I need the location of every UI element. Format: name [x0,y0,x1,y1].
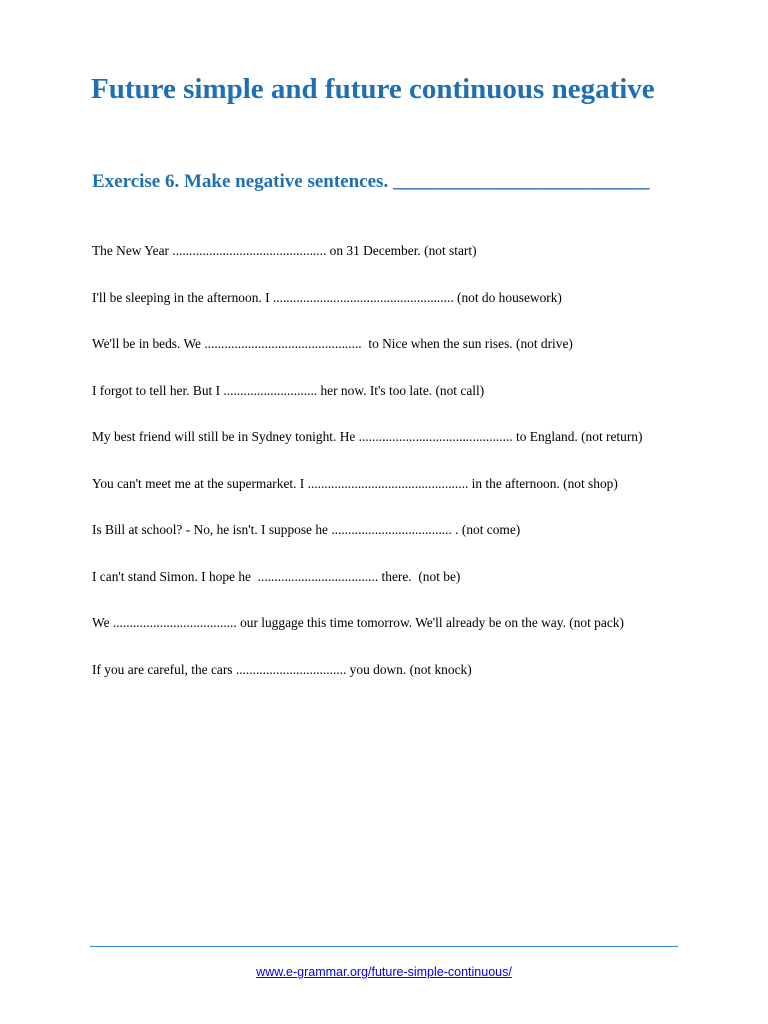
exercise-sentence-8: I can't stand Simon. I hope he .................................... there. (not be) [92,568,461,584]
exercise-sentence-3: We'll be in beds. We ............................................... to Nice when the sun rises. (not drive) [92,336,573,351]
exercise-sentence-9: We ..................................... our luggage this time tomorrow. We'll already be on the way. (not pack) [92,615,624,630]
page-title: Future simple and future continuous negative [91,73,655,105]
exercise-sentence-4: I forgot to tell her. But I ............................ her now. It's too late. (not call) [92,382,485,398]
exercise-sentence-1: The New Year .............................................. on 31 December. (not start) [92,243,477,258]
exercise-sentence-2: I'll be sleeping in the afternoon. I ...................................................... (not do housework) [92,289,562,305]
exercise-heading: Exercise 6. Make negative sentences. ___________________________ [92,171,650,192]
exercise-sentence-list [92,242,642,707]
exercise-sentence-7: Is Bill at school? - No, he isn't. I suppose he .................................... . (not come) [92,522,521,537]
exercise-sentence-6: You can't meet me at the supermarket. I ................................................ in the afternoon. (not shop) [92,475,618,491]
exercise-sentence-10: If you are careful, the cars ................................. you down. (not knock) [92,661,472,677]
footer-link[interactable]: www.e-grammar.org/future-simple-continuous/ [256,965,512,979]
exercise-sentence-5: My best friend will still be in Sydney tonight. He .............................................. to England. (not return) [92,429,643,444]
footer-divider [90,946,678,947]
